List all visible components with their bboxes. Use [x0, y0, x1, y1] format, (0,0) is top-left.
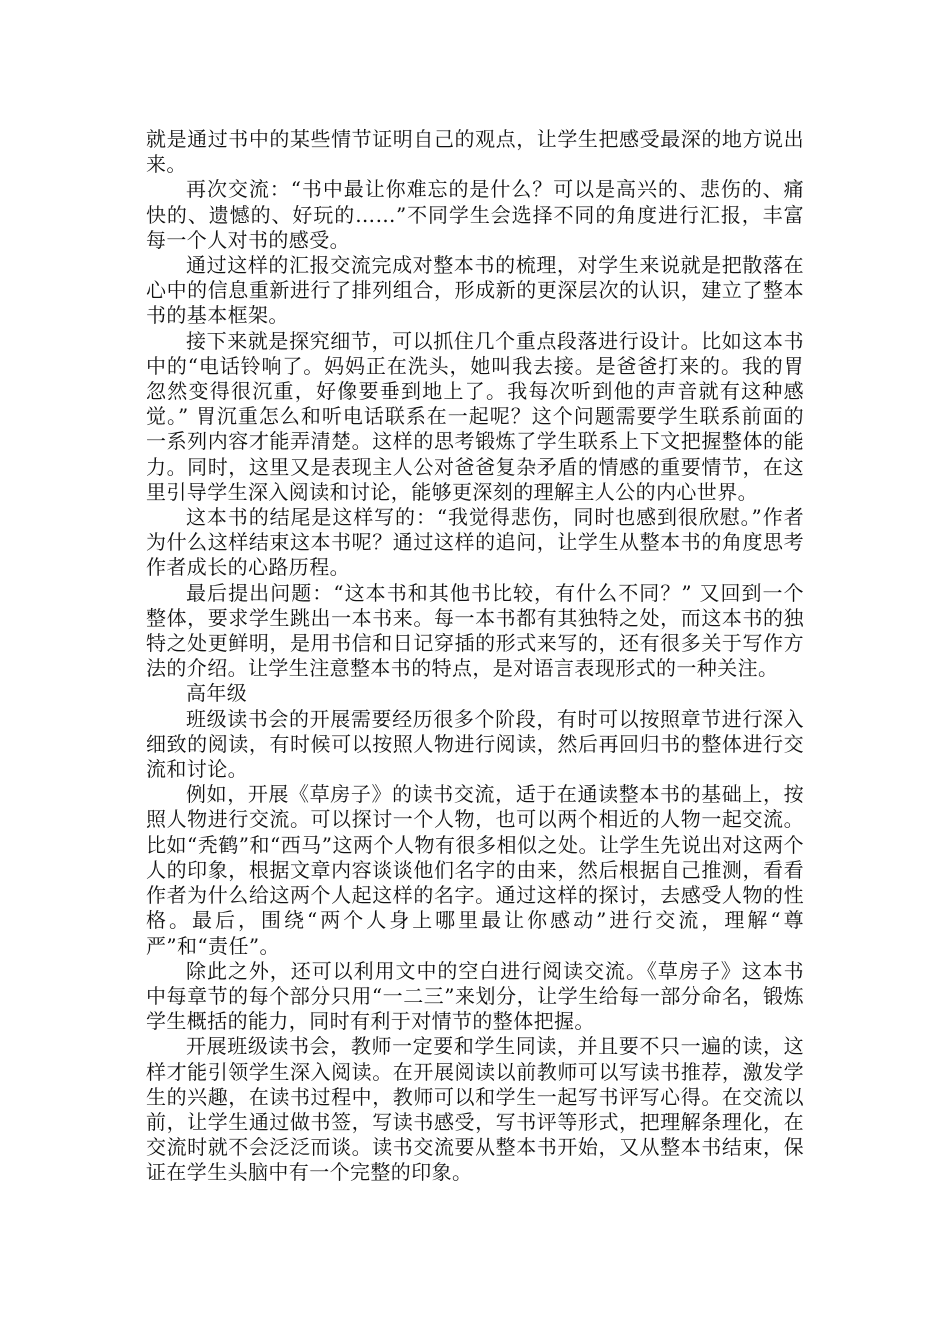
paragraph-whole-book-summary: 通过这样的汇报交流完成对整本书的梳理，对学生来说就是把散落在心中的信息重新进行了排列组合，形成新的更深层次的认识，建立了整本书的基本框架。: [146, 253, 804, 328]
paragraph-final-question: 最后提出问题：“这本书和其他书比较，有什么不同？” 又回到一个整体，要求学生跳出一本书来。每一本书都有其独特之处，而这本书的独特之处更鲜明，是用书信和日记穿插的形式来写的，还有很多关于写作方法的介绍。让学生注意整本书的特点，是对语言表现形式的一种关注。: [146, 580, 804, 681]
paragraph-explore-details: 接下来就是探究细节，可以抓住几个重点段落进行设计。比如这本书中的“电话铃响了。妈妈正在洗头，她叫我去接。是爸爸打来的。我的胃忽然变得很沉重，好像要垂到地上了。我每次听到他的声音就有这种感觉。” 胃沉重怎么和听电话联系在一起呢？这个问题需要学生联系前面的一系列内容才能弄清楚。这样的思考锻炼了学生联系上下文把握整体的能力。同时，这里又是表现主人公对爸爸复杂矛盾的情感的重要情节，在这里引导学生深入阅读和讨论，能够更深刻的理解主人公的内心世界。: [146, 328, 804, 504]
paragraph-continuation: 就是通过书中的某些情节证明自己的观点，让学生把感受最深的地方说出来。: [146, 127, 804, 177]
paragraph-grass-house-example: 例如，开展《草房子》的读书交流，适于在通读整本书的基础上，按照人物进行交流。可以探讨一个人物，也可以两个相近的人物一起交流。比如“秃鹤”和“西马”这两个人物有很多相似之处。让学生先说出对这两个人的印象，根据文章内容谈谈他们名字的由来，然后根据自己推测，看看作者为什么给这两个人起这样的名字。通过这样的探讨，去感受人物的性格。最后，围绕“两个人身上哪里最让你感动”进行交流，理解“尊严”和“责任”。: [146, 782, 804, 958]
paragraph-book-ending: 这本书的结尾是这样写的：“我觉得悲伤，同时也感到很欣慰。”作者为什么这样结束这本书呢？通过这样的追问，让学生从整本书的角度思考作者成长的心路历程。: [146, 505, 804, 580]
paragraph-blank-space-reading: 除此之外，还可以利用文中的空白进行阅读交流。《草房子》这本书中每章节的每个部分只用“一二三”来划分，让学生给每一部分命名，锻炼学生概括的能力，同时有利于对情节的整体把握。: [146, 958, 804, 1034]
section-heading-senior-grade: 高年级: [186, 681, 248, 706]
paragraph-reading-club-stages: 班级读书会的开展需要经历很多个阶段，有时可以按照章节进行深入细致的阅读，有时候可以按照人物进行阅读，然后再回归书的整体进行交流和讨论。: [146, 706, 804, 782]
paragraph-second-exchange: 再次交流：“书中最让你难忘的是什么？可以是高兴的、悲伤的、痛快的、遗憾的、好玩的……”不同学生会选择不同的角度进行汇报，丰富每一个人对书的感受。: [146, 177, 804, 252]
document-page: [146, 127, 804, 1186]
paragraph-teacher-reading: 开展班级读书会，教师一定要和学生同读，并且要不只一遍的读，这样才能引领学生深入阅读。在开展阅读以前教师可以写读书推荐，激发学生的兴趣，在读书过程中，教师可以和学生一起写书评写心得。在交流以前，让学生通过做书签，写读书感受，写书评等形式，把理解条理化，在交流时就不会泛泛而谈。读书交流要从整本书开始，又从整本书结束，保证在学生头脑中有一个完整的印象。: [146, 1034, 804, 1185]
